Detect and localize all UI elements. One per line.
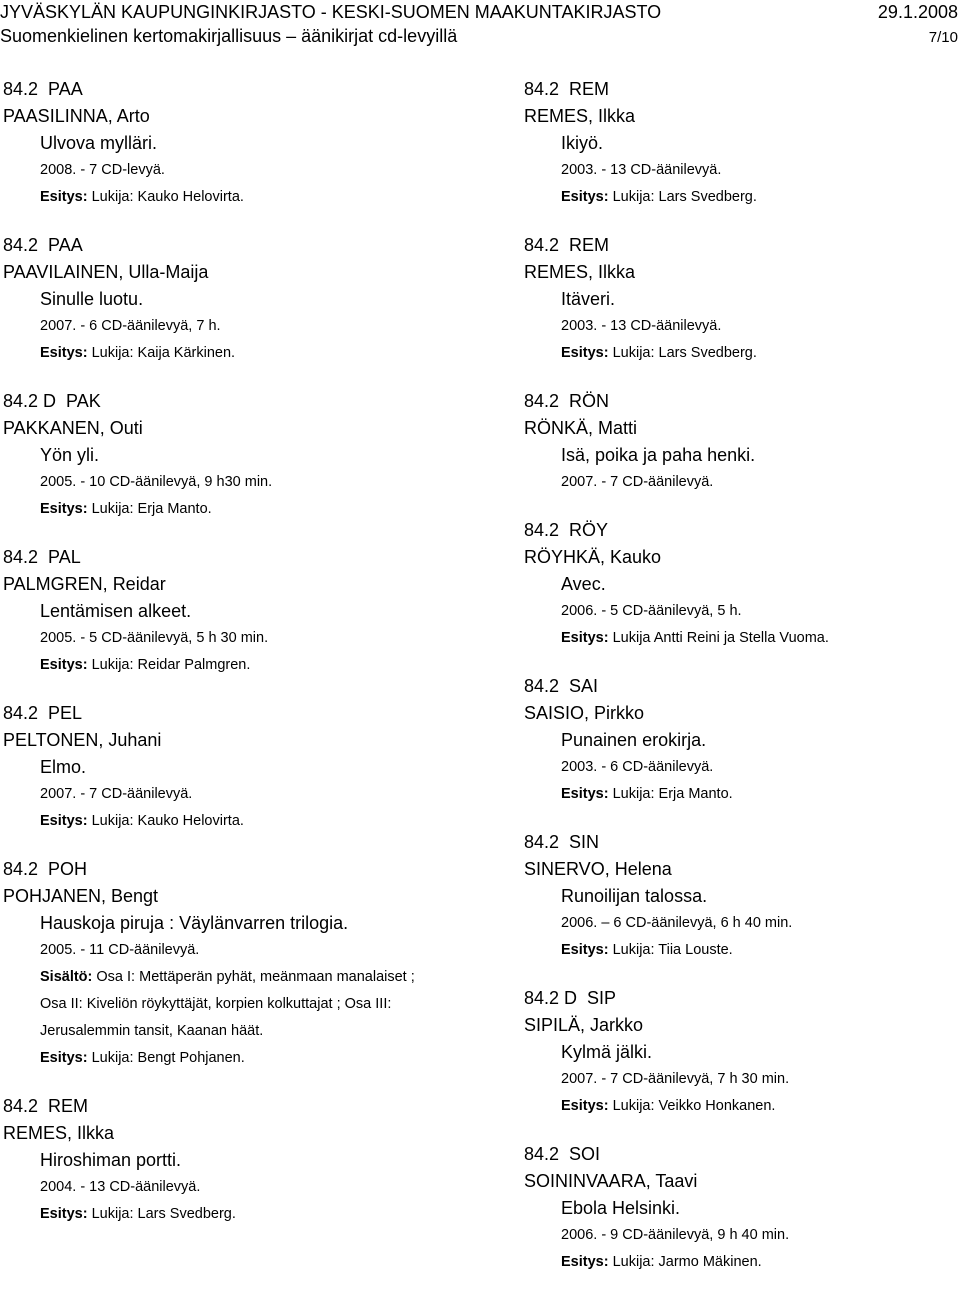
performer-name: Lukija: Kauko Helovirta. xyxy=(91,189,244,205)
catalog-entry xyxy=(524,388,960,496)
classification-line xyxy=(524,232,960,259)
catalog-entry xyxy=(524,829,960,964)
left-column xyxy=(3,76,503,1249)
book-title: Hauskoja piruja : Väylänvarren trilogia. xyxy=(40,913,349,933)
author-name: RÖNKÄ, Matti xyxy=(524,418,638,438)
class-number: 84.2 xyxy=(524,235,560,255)
catalog-entry xyxy=(3,232,503,367)
performer-line xyxy=(3,808,503,835)
class-number: 84.2 xyxy=(524,1144,560,1164)
shelf-signum: SIN xyxy=(569,832,600,852)
performer-label: Esitys: xyxy=(40,1206,88,1222)
performer-name: Lukija: Lars Svedberg. xyxy=(612,345,757,361)
class-number: 84.2 xyxy=(3,79,39,99)
book-title: Lentämisen alkeet. xyxy=(40,601,192,621)
performer-name: Lukija: Erja Manto. xyxy=(612,786,733,802)
class-number: 84.2 xyxy=(3,859,39,879)
classification-line xyxy=(3,700,503,727)
shelf-signum: SAI xyxy=(569,676,599,696)
author-name: REMES, Ilkka xyxy=(524,262,636,282)
classification-line xyxy=(3,76,503,103)
library-name: JYVÄSKYLÄN KAUPUNGINKIRJASTO - KESKI-SUOMEN MAAKUNTAKIRJASTO xyxy=(0,2,662,22)
performer-label: Esitys: xyxy=(40,189,88,205)
book-title: Runoilijan talossa. xyxy=(561,886,708,906)
shelf-signum: RÖY xyxy=(569,520,609,540)
publication-info: 2005. - 10 CD-äänilevyä, 9 h30 min. xyxy=(40,474,273,490)
class-number: 84.2 xyxy=(524,676,560,696)
performer-line xyxy=(3,1045,503,1072)
performer-label: Esitys: xyxy=(561,1098,609,1114)
performer-name: Lukija: Jarmo Mäkinen. xyxy=(612,1254,762,1270)
contents-text: Osa II: Kiveliön röykyttäjät, korpien kolkuttajat ; Osa III: xyxy=(40,996,392,1012)
catalog-entry xyxy=(3,700,503,835)
performer-line xyxy=(3,184,503,211)
class-number: 84.2 D xyxy=(524,988,578,1008)
performer-name: Lukija: Bengt Pohjanen. xyxy=(91,1050,245,1066)
class-number: 84.2 xyxy=(524,520,560,540)
author-name: PAASILINNA, Arto xyxy=(3,106,150,126)
class-number: 84.2 xyxy=(3,1096,39,1116)
publication-info: 2003. - 13 CD-äänilevyä. xyxy=(561,162,722,178)
catalog-entry xyxy=(3,388,503,523)
shelf-signum: SOI xyxy=(569,1144,601,1164)
print-date: 29.1.2008 xyxy=(877,2,958,22)
book-title: Avec. xyxy=(561,574,606,594)
catalog-entry xyxy=(524,517,960,652)
performer-line xyxy=(524,1093,960,1120)
right-column xyxy=(524,76,960,1297)
class-number: 84.2 xyxy=(3,235,39,255)
publication-info: 2005. - 11 CD-äänilevyä. xyxy=(40,942,200,958)
performer-name: Lukija: Veikko Honkanen. xyxy=(612,1098,776,1114)
author-name: PAKKANEN, Outi xyxy=(3,418,143,438)
class-number: 84.2 D xyxy=(3,391,57,411)
performer-name: Lukija Antti Reini ja Stella Vuoma. xyxy=(612,630,829,646)
author-name: PAAVILAINEN, Ulla-Maija xyxy=(3,262,209,282)
performer-name: Lukija: Kaija Kärkinen. xyxy=(91,345,236,361)
shelf-signum: PAK xyxy=(66,391,101,411)
catalog-entry xyxy=(524,76,960,211)
performer-label: Esitys: xyxy=(40,813,88,829)
shelf-signum: PEL xyxy=(48,703,83,723)
publication-info: 2007. - 7 CD-äänilevyä, 7 h 30 min. xyxy=(561,1071,790,1087)
performer-name: Lukija: Erja Manto. xyxy=(91,501,212,517)
publication-info: 2005. - 5 CD-äänilevyä, 5 h 30 min. xyxy=(40,630,269,646)
performer-label: Esitys: xyxy=(40,1050,88,1066)
book-title: Ebola Helsinki. xyxy=(561,1198,681,1218)
performer-label: Esitys: xyxy=(561,942,609,958)
contents-text: Jerusalemmin tansit, Kaanan häät. xyxy=(40,1023,264,1039)
performer-name: Lukija: Tiia Louste. xyxy=(612,942,733,958)
list-subtitle: Suomenkielinen kertomakirjallisuus – äänikirjat cd-levyillä xyxy=(0,26,458,46)
performer-line xyxy=(524,1249,960,1276)
page-header xyxy=(0,0,960,52)
contents-line xyxy=(3,964,503,991)
author-name: PALMGREN, Reidar xyxy=(3,574,166,594)
author-name: SOININVAARA, Taavi xyxy=(524,1171,698,1191)
catalog-entry xyxy=(524,1141,960,1276)
performer-label: Esitys: xyxy=(40,657,88,673)
catalog-entry xyxy=(524,985,960,1120)
author-name: REMES, Ilkka xyxy=(3,1123,115,1143)
classification-line xyxy=(3,856,503,883)
performer-line xyxy=(524,340,960,367)
class-number: 84.2 xyxy=(524,391,560,411)
author-name: RÖYHKÄ, Kauko xyxy=(524,547,662,567)
classification-line xyxy=(524,517,960,544)
performer-label: Esitys: xyxy=(561,345,609,361)
performer-label: Esitys: xyxy=(561,786,609,802)
performer-name: Lukija: Lars Svedberg. xyxy=(91,1206,236,1222)
performer-name: Lukija: Lars Svedberg. xyxy=(612,189,757,205)
contents-label: Sisältö: xyxy=(40,969,93,985)
publication-info: 2003. - 6 CD-äänilevyä. xyxy=(561,759,714,775)
performer-label: Esitys: xyxy=(561,1254,609,1270)
performer-line xyxy=(524,781,960,808)
book-title: Isä, poika ja paha henki. xyxy=(561,445,756,465)
shelf-signum: REM xyxy=(569,79,610,99)
publication-info: 2006. – 6 CD-äänilevyä, 6 h 40 min. xyxy=(561,915,793,931)
shelf-signum: PAA xyxy=(48,235,83,255)
publication-info: 2007. - 7 CD-äänilevyä. xyxy=(561,474,714,490)
catalog-entry xyxy=(524,673,960,808)
performer-name: Lukija: Reidar Palmgren. xyxy=(91,657,251,673)
book-title: Ulvova mylläri. xyxy=(40,133,158,153)
book-title: Punainen erokirja. xyxy=(561,730,707,750)
performer-label: Esitys: xyxy=(40,345,88,361)
publication-info: 2007. - 7 CD-äänilevyä. xyxy=(40,786,193,802)
publication-info: 2007. - 6 CD-äänilevyä, 7 h. xyxy=(40,318,221,334)
class-number: 84.2 xyxy=(524,79,560,99)
book-title: Ikiyö. xyxy=(561,133,604,153)
book-title: Kylmä jälki. xyxy=(561,1042,653,1062)
publication-info: 2004. - 13 CD-äänilevyä. xyxy=(40,1179,201,1195)
classification-line xyxy=(524,388,960,415)
catalog-entry xyxy=(3,1093,503,1228)
book-title: Hiroshiman portti. xyxy=(40,1150,182,1170)
class-number: 84.2 xyxy=(3,703,39,723)
author-name: SINERVO, Helena xyxy=(524,859,672,879)
publication-info: 2003. - 13 CD-äänilevyä. xyxy=(561,318,722,334)
classification-line xyxy=(3,1093,503,1120)
class-number: 84.2 xyxy=(3,547,39,567)
shelf-signum: SIP xyxy=(587,988,617,1008)
catalog-entry xyxy=(3,544,503,679)
shelf-signum: REM xyxy=(48,1096,89,1116)
performer-name: Lukija: Kauko Helovirta. xyxy=(91,813,244,829)
performer-line xyxy=(3,496,503,523)
author-name: PELTONEN, Juhani xyxy=(3,730,162,750)
classification-line xyxy=(524,829,960,856)
book-title: Sinulle luotu. xyxy=(40,289,144,309)
page-number: 7/10 xyxy=(928,29,958,46)
contents-line xyxy=(3,991,503,1018)
class-number: 84.2 xyxy=(524,832,560,852)
performer-label: Esitys: xyxy=(561,189,609,205)
catalog-entry xyxy=(3,856,503,1072)
performer-line xyxy=(3,340,503,367)
classification-line xyxy=(524,1141,960,1168)
book-title: Elmo. xyxy=(40,757,87,777)
book-title: Yön yli. xyxy=(40,445,100,465)
performer-line xyxy=(524,937,960,964)
author-name: POHJANEN, Bengt xyxy=(3,886,159,906)
performer-label: Esitys: xyxy=(40,501,88,517)
catalog-entry xyxy=(3,76,503,211)
classification-line xyxy=(524,985,960,1012)
book-title: Itäveri. xyxy=(561,289,616,309)
performer-label: Esitys: xyxy=(561,630,609,646)
publication-info: 2006. - 5 CD-äänilevyä, 5 h. xyxy=(561,603,742,619)
classification-line xyxy=(524,76,960,103)
author-name: REMES, Ilkka xyxy=(524,106,636,126)
performer-line xyxy=(524,184,960,211)
classification-line xyxy=(524,673,960,700)
author-name: SAISIO, Pirkko xyxy=(524,703,645,723)
shelf-signum: PAL xyxy=(48,547,81,567)
author-name: SIPILÄ, Jarkko xyxy=(524,1015,644,1035)
contents-line xyxy=(3,1018,503,1045)
catalog-entry xyxy=(524,232,960,367)
shelf-signum: REM xyxy=(569,235,610,255)
shelf-signum: PAA xyxy=(48,79,83,99)
publication-info: 2008. - 7 CD-levyä. xyxy=(40,162,165,178)
classification-line xyxy=(3,232,503,259)
shelf-signum: RÖN xyxy=(569,391,610,411)
performer-line xyxy=(3,652,503,679)
contents-text: Osa I: Mettäperän pyhät, meänmaan manalaiset ; xyxy=(96,969,415,985)
classification-line xyxy=(3,388,503,415)
publication-info: 2006. - 9 CD-äänilevyä, 9 h 40 min. xyxy=(561,1227,790,1243)
shelf-signum: POH xyxy=(48,859,88,879)
classification-line xyxy=(3,544,503,571)
performer-line xyxy=(524,625,960,652)
performer-line xyxy=(3,1201,503,1228)
